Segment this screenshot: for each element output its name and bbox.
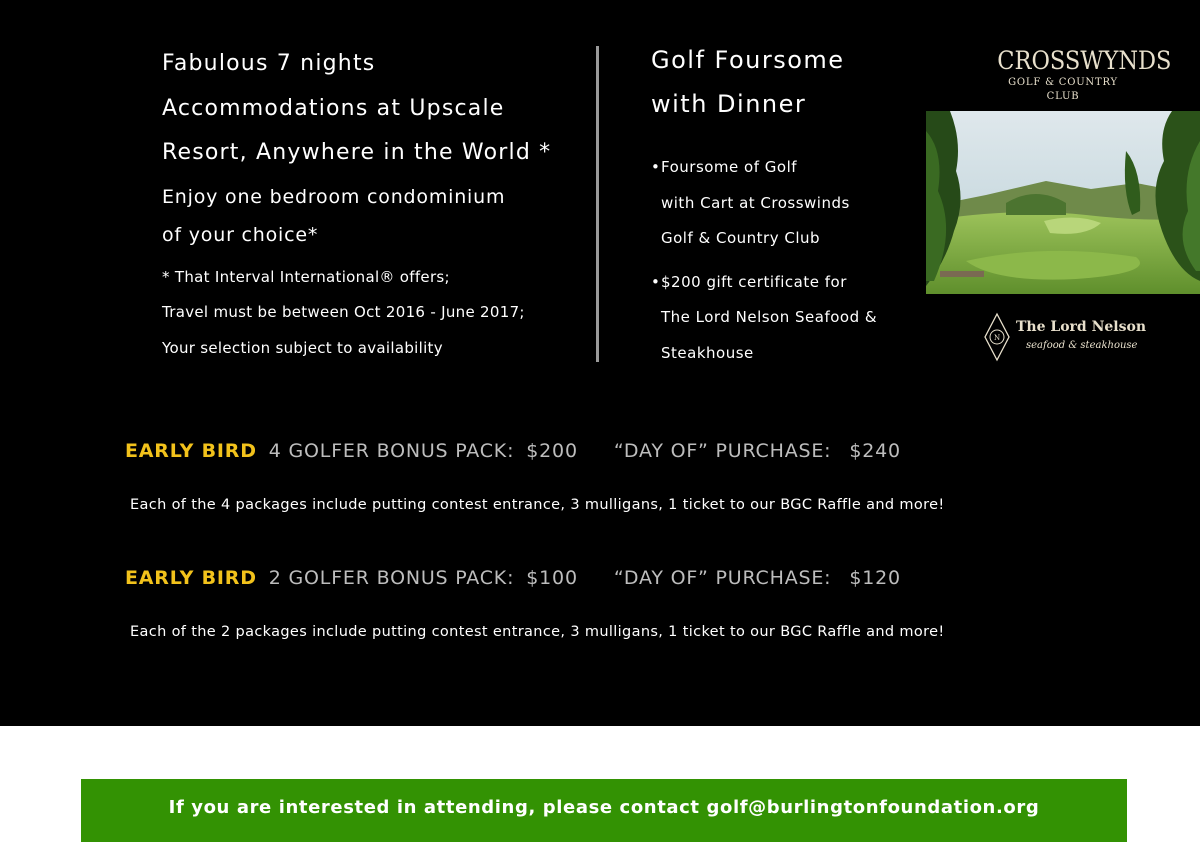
resort-headline-line: Resort, Anywhere in the World *	[162, 140, 552, 165]
lord-nelson-emblem-icon	[982, 312, 1012, 362]
offer-row-4-golfer	[125, 440, 901, 470]
crosswinds-logo	[990, 46, 1172, 104]
offer-includes-4-golfer: Each of the 4 packages include putting contest entrance, 3 mulligans, 1 ticket to our BGC Raffle and more!	[130, 497, 945, 513]
fineprint-line: Your selection subject to availability	[162, 338, 443, 357]
column-divider	[596, 46, 599, 362]
list-item	[651, 150, 921, 257]
offer-includes-2-golfer: Each of the 2 packages include putting contest entrance, 3 mulligans, 1 ticket to our BGC Raffle and more!	[130, 624, 945, 640]
golf-course-photo	[926, 111, 1200, 294]
resort-headline-line: Fabulous 7 nights	[162, 51, 376, 76]
bullet-line: $200 gift certificate for	[661, 272, 847, 291]
early-bird-label: EARLY BIRD	[125, 440, 257, 462]
lord-nelson-logo	[982, 312, 1147, 362]
golf-bullet-list	[651, 150, 921, 371]
resort-subhead-line: Enjoy one bedroom condominium	[162, 185, 506, 208]
bonus-pack-label: 2 GOLFER BONUS PACK:	[268, 567, 515, 589]
bullet-line: The Lord Nelson Seafood &	[661, 308, 878, 326]
resort-subhead-line: of your choice*	[162, 223, 319, 246]
svg-text:N: N	[993, 334, 1001, 342]
fineprint-line: Travel must be between Oct 2016 - June 2017;	[162, 303, 525, 321]
golf-headline	[651, 38, 921, 126]
lord-nelson-logo-subtitle: seafood & steakhouse	[1026, 340, 1138, 351]
day-of-price: $240	[849, 440, 901, 462]
resort-prize-column	[162, 42, 582, 366]
bullet-marker: •	[651, 158, 661, 176]
golf-prize-column	[651, 38, 921, 371]
list-item	[651, 265, 921, 372]
bullet-marker: •	[651, 272, 661, 291]
resort-headline-line: Accommodations at Upscale	[162, 95, 505, 121]
bullet-line: Foursome of Golf	[661, 158, 798, 176]
golf-headline-line: with Dinner	[651, 90, 807, 118]
fineprint-line: * That Interval International® offers;	[162, 267, 450, 286]
early-bird-label: EARLY BIRD	[125, 567, 257, 589]
bonus-pack-label: 4 GOLFER BONUS PACK:	[268, 440, 515, 462]
contact-banner[interactable]	[81, 779, 1127, 842]
crosswinds-logo-name: CROSSWYNDS	[997, 46, 1172, 75]
golf-headline-line: Golf Foursome	[651, 46, 845, 74]
day-of-label: “DAY OF” PURCHASE:	[613, 440, 832, 462]
offer-row-2-golfer	[125, 567, 901, 597]
resort-fineprint	[162, 260, 582, 367]
bullet-line: Golf & Country Club	[661, 229, 821, 247]
crosswinds-logo-subtitle: GOLF & COUNTRY CLUB	[1008, 77, 1118, 102]
contact-text[interactable]: If you are interested in attending, please contact golf@burlingtonfoundation.org	[168, 797, 1040, 818]
bonus-pack-price: $100	[526, 567, 578, 589]
bullet-line: Steakhouse	[661, 343, 754, 362]
bonus-pack-price: $200	[526, 440, 578, 462]
resort-subhead	[162, 178, 582, 254]
resort-headline	[162, 42, 582, 176]
day-of-label: “DAY OF” PURCHASE:	[613, 567, 832, 589]
day-of-price: $120	[849, 567, 901, 589]
bullet-line: with Cart at Crosswinds	[661, 193, 850, 212]
lord-nelson-logo-name: The Lord Nelson	[1016, 319, 1147, 335]
